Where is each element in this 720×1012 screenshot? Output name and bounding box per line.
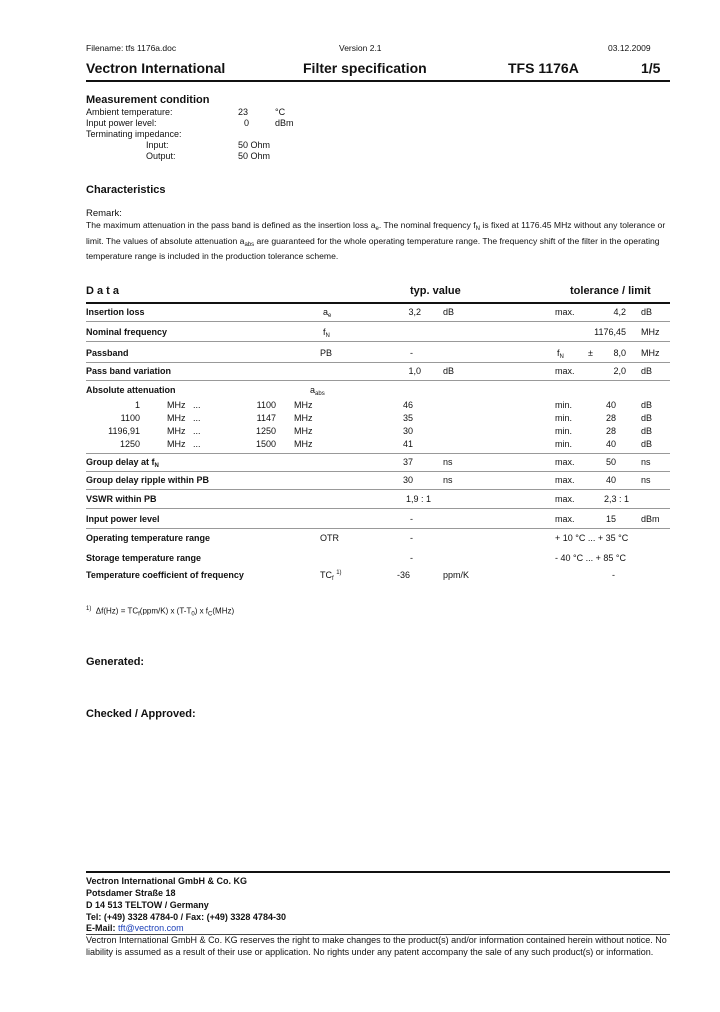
storage-label: Storage temperature range [86, 553, 202, 563]
nominal-symbol: $f_N$ [323, 327, 330, 339]
att-u2: MHz [294, 413, 313, 423]
variation-lim-val: 2,0 [613, 366, 626, 376]
att-u1: MHz [167, 413, 186, 423]
footer-street: Potsdamer Straße 18 [86, 888, 176, 898]
part-number: TFS 1176A [508, 60, 579, 76]
att-dots: ... [193, 413, 201, 423]
absolute-label: Absolute attenuation [86, 385, 176, 395]
page-number: 1/5 [641, 60, 661, 76]
att-lim-val: 40 [605, 439, 616, 449]
att-lim-unit: dB [641, 439, 653, 449]
att-f2: 1250 [255, 426, 276, 436]
insertion-lim-type: max. [555, 307, 575, 317]
vswr-label: VSWR within PB [86, 494, 157, 504]
att-typ: 35 [402, 413, 413, 423]
ambient-unit: °C [275, 107, 286, 117]
ripple-lim-type: max. [555, 475, 575, 485]
att-f1: 1100 [120, 413, 140, 423]
att-typ: 46 [402, 400, 413, 410]
vswr-typ: 1,9 : 1 [406, 494, 432, 504]
att-lim-unit: dB [641, 413, 653, 423]
ripple-lim-unit: ns [641, 475, 651, 485]
output-value: 50 Ohm [238, 151, 271, 161]
insertion-lim-unit: dB [641, 307, 653, 317]
groupdelay-typ-unit: ns [443, 457, 453, 467]
storage-typ: - [410, 553, 413, 563]
power-unit: dBm [275, 118, 294, 128]
email-link[interactable]: tft@vectron.com [118, 923, 184, 933]
footer-city: D 14 513 TELTOW / Germany [86, 900, 209, 910]
output-label: Output: [146, 151, 176, 161]
inpower-lim-unit: dBm [641, 514, 660, 524]
row-divider [86, 453, 670, 454]
col-data-header: D a t a [86, 285, 120, 297]
company-title: Vectron International [86, 60, 226, 76]
att-u2: MHz [294, 439, 313, 449]
att-lim-unit: dB [641, 426, 653, 436]
att-lim-type: min. [555, 426, 573, 436]
att-dots: ... [193, 400, 201, 410]
att-u1: MHz [167, 400, 186, 410]
groupdelay-lim-type: max. [555, 457, 575, 467]
row-divider [86, 362, 670, 363]
nominal-lim-val: 1176,45 [594, 327, 626, 337]
att-lim-val: 40 [605, 400, 616, 410]
att-typ: 41 [402, 439, 413, 449]
ripple-typ-unit: ns [443, 475, 453, 485]
tcf-lim-val: - [612, 570, 615, 580]
characteristics-heading: Characteristics [86, 184, 166, 196]
inpower-lim-type: max. [555, 514, 575, 524]
vswr-lim-val: 2,3 : 1 [604, 494, 630, 504]
generated-label: Generated: [86, 656, 145, 668]
att-lim-type: min. [555, 413, 573, 423]
input-label: Input: [146, 140, 169, 150]
tcf-typ-unit: ppm/K [443, 570, 470, 580]
col-typ-header: typ. value [410, 285, 461, 297]
table-header-divider [86, 302, 670, 304]
att-u1: MHz [167, 439, 186, 449]
att-f1: 1 [134, 400, 140, 410]
nominal-lim-unit: MHz [641, 327, 660, 337]
row-divider [86, 471, 670, 472]
row-divider [86, 321, 670, 322]
att-f1: 1250 [119, 439, 140, 449]
row-divider [86, 508, 670, 509]
groupdelay-typ: 37 [402, 457, 413, 467]
absolute-symbol: $a_{abs}$ [310, 385, 325, 397]
otr-symbol: OTR [320, 533, 339, 543]
footnote: $^{1)}$ $\Delta f(Hz) = TC_f(ppm/K)$ x $(T-T_0)$ x $f_C(MHz)$ [86, 606, 235, 618]
footer-disclaimer: Vectron International GmbH & Co. KG reserves the right to make changes to the product(s) and/or information contained herein without notice. No liability is assumed as a result of their use or application. No rights under any patent accompany the sale of any such product(s) or information. [86, 935, 667, 957]
power-value: 0 [244, 118, 250, 128]
date-label: 03.12.2009 [608, 43, 651, 53]
att-f2: 1100 [256, 400, 276, 410]
header-divider [86, 80, 670, 82]
passband-lim-val: 8,0 [613, 348, 626, 358]
filename-label: Filename: tfs 1176a.doc [86, 43, 177, 53]
otr-typ: - [410, 533, 413, 543]
impedance-label: Terminating impedance: [86, 129, 182, 139]
att-lim-type: min. [555, 439, 573, 449]
otr-lim-range: + 10 °C ... + 35 °C [555, 533, 629, 543]
att-u1: MHz [167, 426, 186, 436]
inpower-label: Input power level [86, 514, 160, 524]
passband-label: Passband [86, 348, 129, 358]
att-u2: MHz [294, 426, 313, 436]
variation-typ-unit: dB [443, 366, 455, 376]
footer-phone: Tel: (+49) 3328 4784-0 / Fax: (+49) 3328 4784-30 [86, 912, 286, 922]
storage-lim-range: - 40 °C ... + 85 °C [555, 553, 626, 563]
att-typ: 30 [402, 426, 413, 436]
ripple-typ: 30 [402, 475, 413, 485]
att-f2: 1147 [256, 413, 276, 423]
footer-divider [86, 871, 670, 873]
power-label: Input power level: [86, 118, 157, 128]
groupdelay-lim-unit: ns [641, 457, 651, 467]
row-divider [86, 380, 670, 381]
otr-label: Operating temperature range [86, 533, 211, 543]
variation-label: Pass band variation [86, 366, 172, 376]
variation-lim-type: max. [555, 366, 575, 376]
variation-typ: 1,0 [408, 366, 421, 376]
inpower-typ: - [410, 514, 413, 524]
input-value: 50 Ohm [238, 140, 271, 150]
variation-lim-unit: dB [641, 366, 653, 376]
passband-lim-pm: ± [588, 348, 593, 358]
inpower-lim-val: 15 [605, 514, 616, 524]
insertion-symbol: $a_e$ [323, 307, 332, 319]
att-lim-val: 28 [605, 413, 616, 423]
passband-lim-pre: $f_N$ [557, 348, 564, 360]
row-divider [86, 528, 670, 529]
att-lim-unit: dB [641, 400, 653, 410]
att-f1: 1196,91 [108, 426, 140, 436]
att-lim-val: 28 [605, 426, 616, 436]
ripple-label: Group delay ripple within PB [86, 475, 210, 485]
remark-label: Remark: [86, 208, 122, 219]
insertion-typ-unit: dB [443, 307, 455, 317]
vswr-lim-type: max. [555, 494, 575, 504]
groupdelay-lim-val: 50 [605, 457, 616, 467]
att-dots: ... [193, 439, 201, 449]
ambient-value: 23 [238, 107, 249, 117]
att-lim-type: min. [555, 400, 573, 410]
insertion-label: Insertion loss [86, 307, 145, 317]
footer-company: Vectron International GmbH & Co. KG [86, 876, 248, 886]
doc-title: Filter specification [303, 60, 427, 76]
insertion-lim-val: 4,2 [613, 307, 626, 317]
passband-lim-unit: MHz [641, 348, 660, 358]
tcf-symbol: $TC_f$ $^{1)}$ [320, 570, 342, 582]
ambient-label: Ambient temperature: [86, 107, 173, 117]
row-divider [86, 341, 670, 342]
att-dots: ... [193, 426, 201, 436]
version-label: Version 2.1 [339, 43, 382, 53]
row-divider [86, 489, 670, 490]
measurement-heading: Measurement condition [86, 94, 210, 106]
remark-text: The maximum attenuation in the pass band is defined as the insertion loss $a_e$. The nominal frequency $f_N$ is fixed at 1176.45 MHz without any tolerance or limit. The values of absolute attenuation $a_{abs}$ are guaranteed for the whole operating temperature range. The frequency shift of the filter in the operating temperature range is included in the production tolerance scheme. [86, 220, 666, 262]
col-tol-header: tolerance / limit [570, 285, 651, 297]
passband-typ: - [410, 348, 413, 358]
passband-symbol: PB [320, 348, 333, 358]
checked-label: Checked / Approved: [86, 708, 196, 720]
att-f2: 1500 [255, 439, 276, 449]
groupdelay-label: Group delay at $f_N$ [86, 457, 159, 469]
footer-email: E-Mail: tft@vectron.com [86, 923, 184, 933]
ripple-lim-val: 40 [605, 475, 616, 485]
insertion-typ: 3,2 [408, 307, 421, 317]
tcf-label: Temperature coefficient of frequency [86, 570, 244, 580]
tcf-typ: -36 [397, 570, 411, 580]
nominal-label: Nominal frequency [86, 327, 168, 337]
att-u2: MHz [294, 400, 313, 410]
